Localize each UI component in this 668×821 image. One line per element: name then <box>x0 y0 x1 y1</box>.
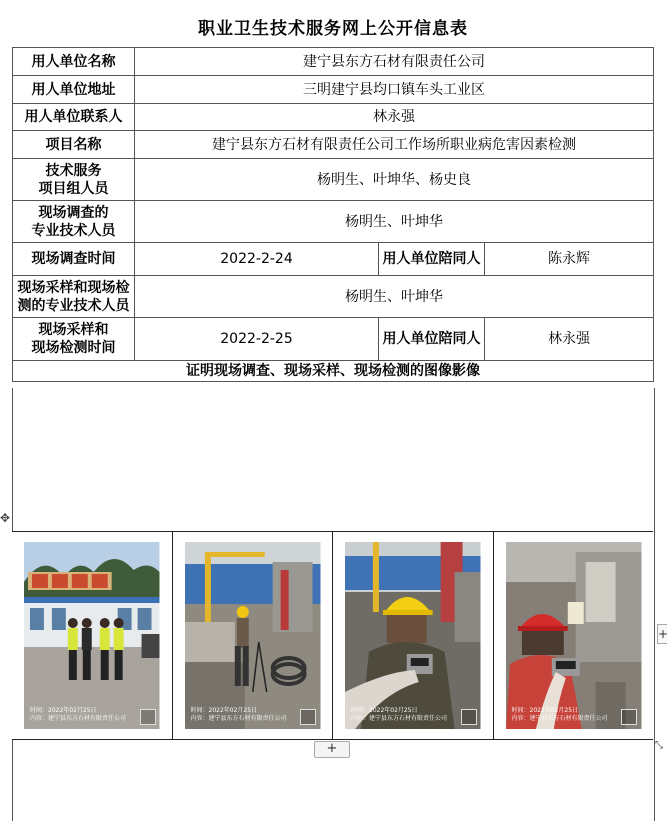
unit-contact-value: 林永强 <box>135 104 654 131</box>
photo-cell-1 <box>12 532 173 739</box>
images-header: 证明现场调查、现场采样、现场检测的图像影像 <box>13 361 654 382</box>
row-sampling-time <box>13 318 654 361</box>
watermark-badge-icon <box>300 709 316 725</box>
office-building-team-photo-icon[interactable] <box>24 542 160 729</box>
sampling-companion-value: 林永强 <box>485 318 654 361</box>
row-unit-address <box>13 76 654 104</box>
team-label: 技术服务 项目组人员 <box>13 159 135 201</box>
survey-time-value: 2022-2-24 <box>135 243 379 276</box>
factory-sampling-photo-icon[interactable] <box>185 542 321 729</box>
unit-contact-label: 用人单位联系人 <box>13 104 135 131</box>
unit-address-value: 三明建宁县均口镇车头工业区 <box>135 76 654 104</box>
photo-watermark: 时间：2022年02月25日 内容：建宁县东方石材有限责任公司 <box>351 707 448 722</box>
row-team <box>13 159 654 201</box>
watermark-badge-icon <box>621 709 637 725</box>
row-unit-name <box>13 48 654 76</box>
project-name-value: 建宁县东方石材有限责任公司工作场所职业病危害因素检测 <box>135 131 654 159</box>
photo-cell-2 <box>173 532 334 739</box>
survey-staff-value: 杨明生、叶坤华 <box>135 201 654 243</box>
survey-staff-label: 现场调查的 专业技术人员 <box>13 201 135 243</box>
resize-handle-icon[interactable]: ⤡ <box>655 740 663 751</box>
row-project-name <box>13 131 654 159</box>
info-table <box>12 47 654 382</box>
photo-cell-4 <box>494 532 654 739</box>
photo-watermark: 时间：2022年02月25日 内容：建宁县东方石材有限责任公司 <box>511 707 608 722</box>
row-unit-contact <box>13 104 654 131</box>
photo-strip <box>12 531 653 740</box>
add-column-button[interactable]: + <box>657 624 667 644</box>
watermark-badge-icon <box>140 709 156 725</box>
row-images-header <box>13 361 654 382</box>
unit-name-label: 用人单位名称 <box>13 48 135 76</box>
unit-name-value: 建宁县东方石材有限责任公司 <box>135 48 654 76</box>
worker-red-hardhat-detection-photo-icon[interactable] <box>506 542 642 729</box>
survey-companion-label: 用人单位陪同人 <box>379 243 485 276</box>
photo-watermark: 时间：2022年02月25日 内容：建宁县东方石材有限责任公司 <box>190 707 287 722</box>
sampling-staff-label: 现场采样和现场检 测的专业技术人员 <box>13 276 135 318</box>
sampling-companion-label: 用人单位陪同人 <box>379 318 485 361</box>
photo-watermark: 时间：2022年02月25日 内容：建宁县东方石材有限责任公司 <box>30 707 127 722</box>
team-value: 杨明生、叶坤华、杨史良 <box>135 159 654 201</box>
sampling-time-label: 现场采样和 现场检测时间 <box>13 318 135 361</box>
survey-companion-value: 陈永辉 <box>485 243 654 276</box>
sampling-staff-value: 杨明生、叶坤华 <box>135 276 654 318</box>
unit-address-label: 用人单位地址 <box>13 76 135 104</box>
survey-time-label: 现场调查时间 <box>13 243 135 276</box>
worker-hardhat-detection-photo-icon[interactable] <box>345 542 481 729</box>
page-title: 职业卫生技术服务网上公开信息表 <box>198 19 468 39</box>
table-move-handle-icon[interactable]: ✥ <box>0 511 11 525</box>
photo-cell-3 <box>333 532 494 739</box>
watermark-badge-icon <box>461 709 477 725</box>
row-survey-time <box>13 243 654 276</box>
row-survey-staff <box>13 201 654 243</box>
sampling-time-value: 2022-2-25 <box>135 318 379 361</box>
add-row-button[interactable]: + <box>314 741 350 758</box>
row-sampling-staff <box>13 276 654 318</box>
project-name-label: 项目名称 <box>13 131 135 159</box>
